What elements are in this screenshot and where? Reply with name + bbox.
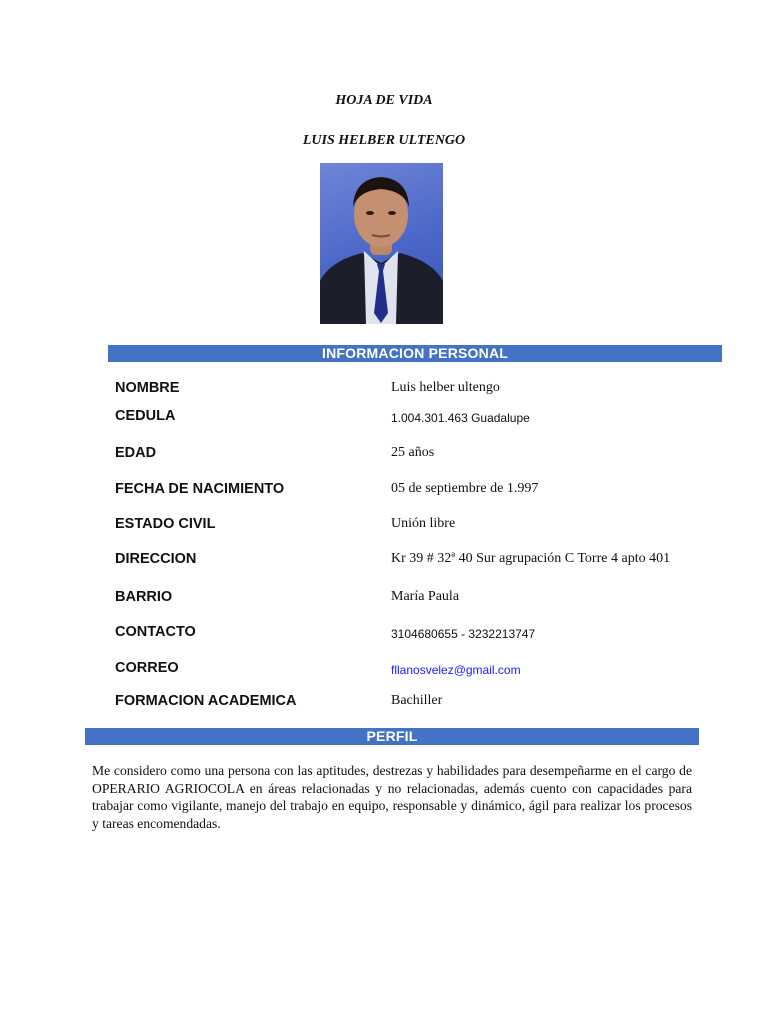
label-nombre: NOMBRE [115,380,180,396]
info-row-nombre [0,380,768,402]
value-direccion: Kr 39 # 32ª 40 Sur agrupación C Torre 4 apto 401 [391,551,671,566]
label-formacion-academica: FORMACION ACADEMICA [115,693,297,709]
info-row-estado-civil [0,516,768,538]
info-row-fecha-nacimiento [0,481,768,503]
value-formacion-academica: Bachiller [391,693,443,708]
value-edad: 25 años [391,445,435,460]
info-row-direccion [0,551,768,573]
value-fecha-nacimiento: 05 de septiembre de 1.997 [391,481,539,496]
label-cedula: CEDULA [115,408,176,424]
person-portrait-photo [320,163,443,324]
label-fecha-nacimiento: FECHA DE NACIMIENTO [115,481,285,497]
profile-paragraph: Me considero como una persona con las aptitudes, destrezas y habilidades para desempeñarme en el cargo de OPERARIO AGRIOCOLA en áreas relacionadas y no relacionadas, además cuento con capacidades para trabajar como vigilante, manejo del trabajo en equipo, responsable y dinámico, ágil para realizar los procesos y tareas encomendadas. [92,763,692,831]
label-correo: CORREO [115,660,179,676]
document-title: HOJA DE VIDA [335,93,433,108]
section-header-perfil: PERFIL [85,728,699,745]
value-contacto: 3104680655 - 3232213747 [391,627,536,641]
value-cedula: 1.004.301.463 Guadalupe [391,411,530,425]
info-row-correo [0,660,768,682]
value-barrio: María Paula [391,589,460,604]
portrait-illustration [320,163,443,324]
person-name-heading: LUIS HELBER ULTENGO [302,133,466,148]
value-estado-civil: Unión libre [391,516,456,531]
label-direccion: DIRECCION [115,551,197,567]
info-row-formacion [0,693,768,715]
info-row-edad [0,445,768,467]
info-row-cedula [0,408,768,430]
label-contacto: CONTACTO [115,624,196,640]
info-row-contacto [0,624,768,646]
label-estado-civil: ESTADO CIVIL [115,516,216,532]
value-nombre: Luis helber ultengo [391,380,500,395]
email-link[interactable]: fllanosvelez@gmail.com [391,663,521,677]
label-barrio: BARRIO [115,589,173,605]
label-edad: EDAD [115,445,157,461]
info-row-barrio [0,589,768,611]
section-header-personal-info: INFORMACION PERSONAL [108,345,722,362]
